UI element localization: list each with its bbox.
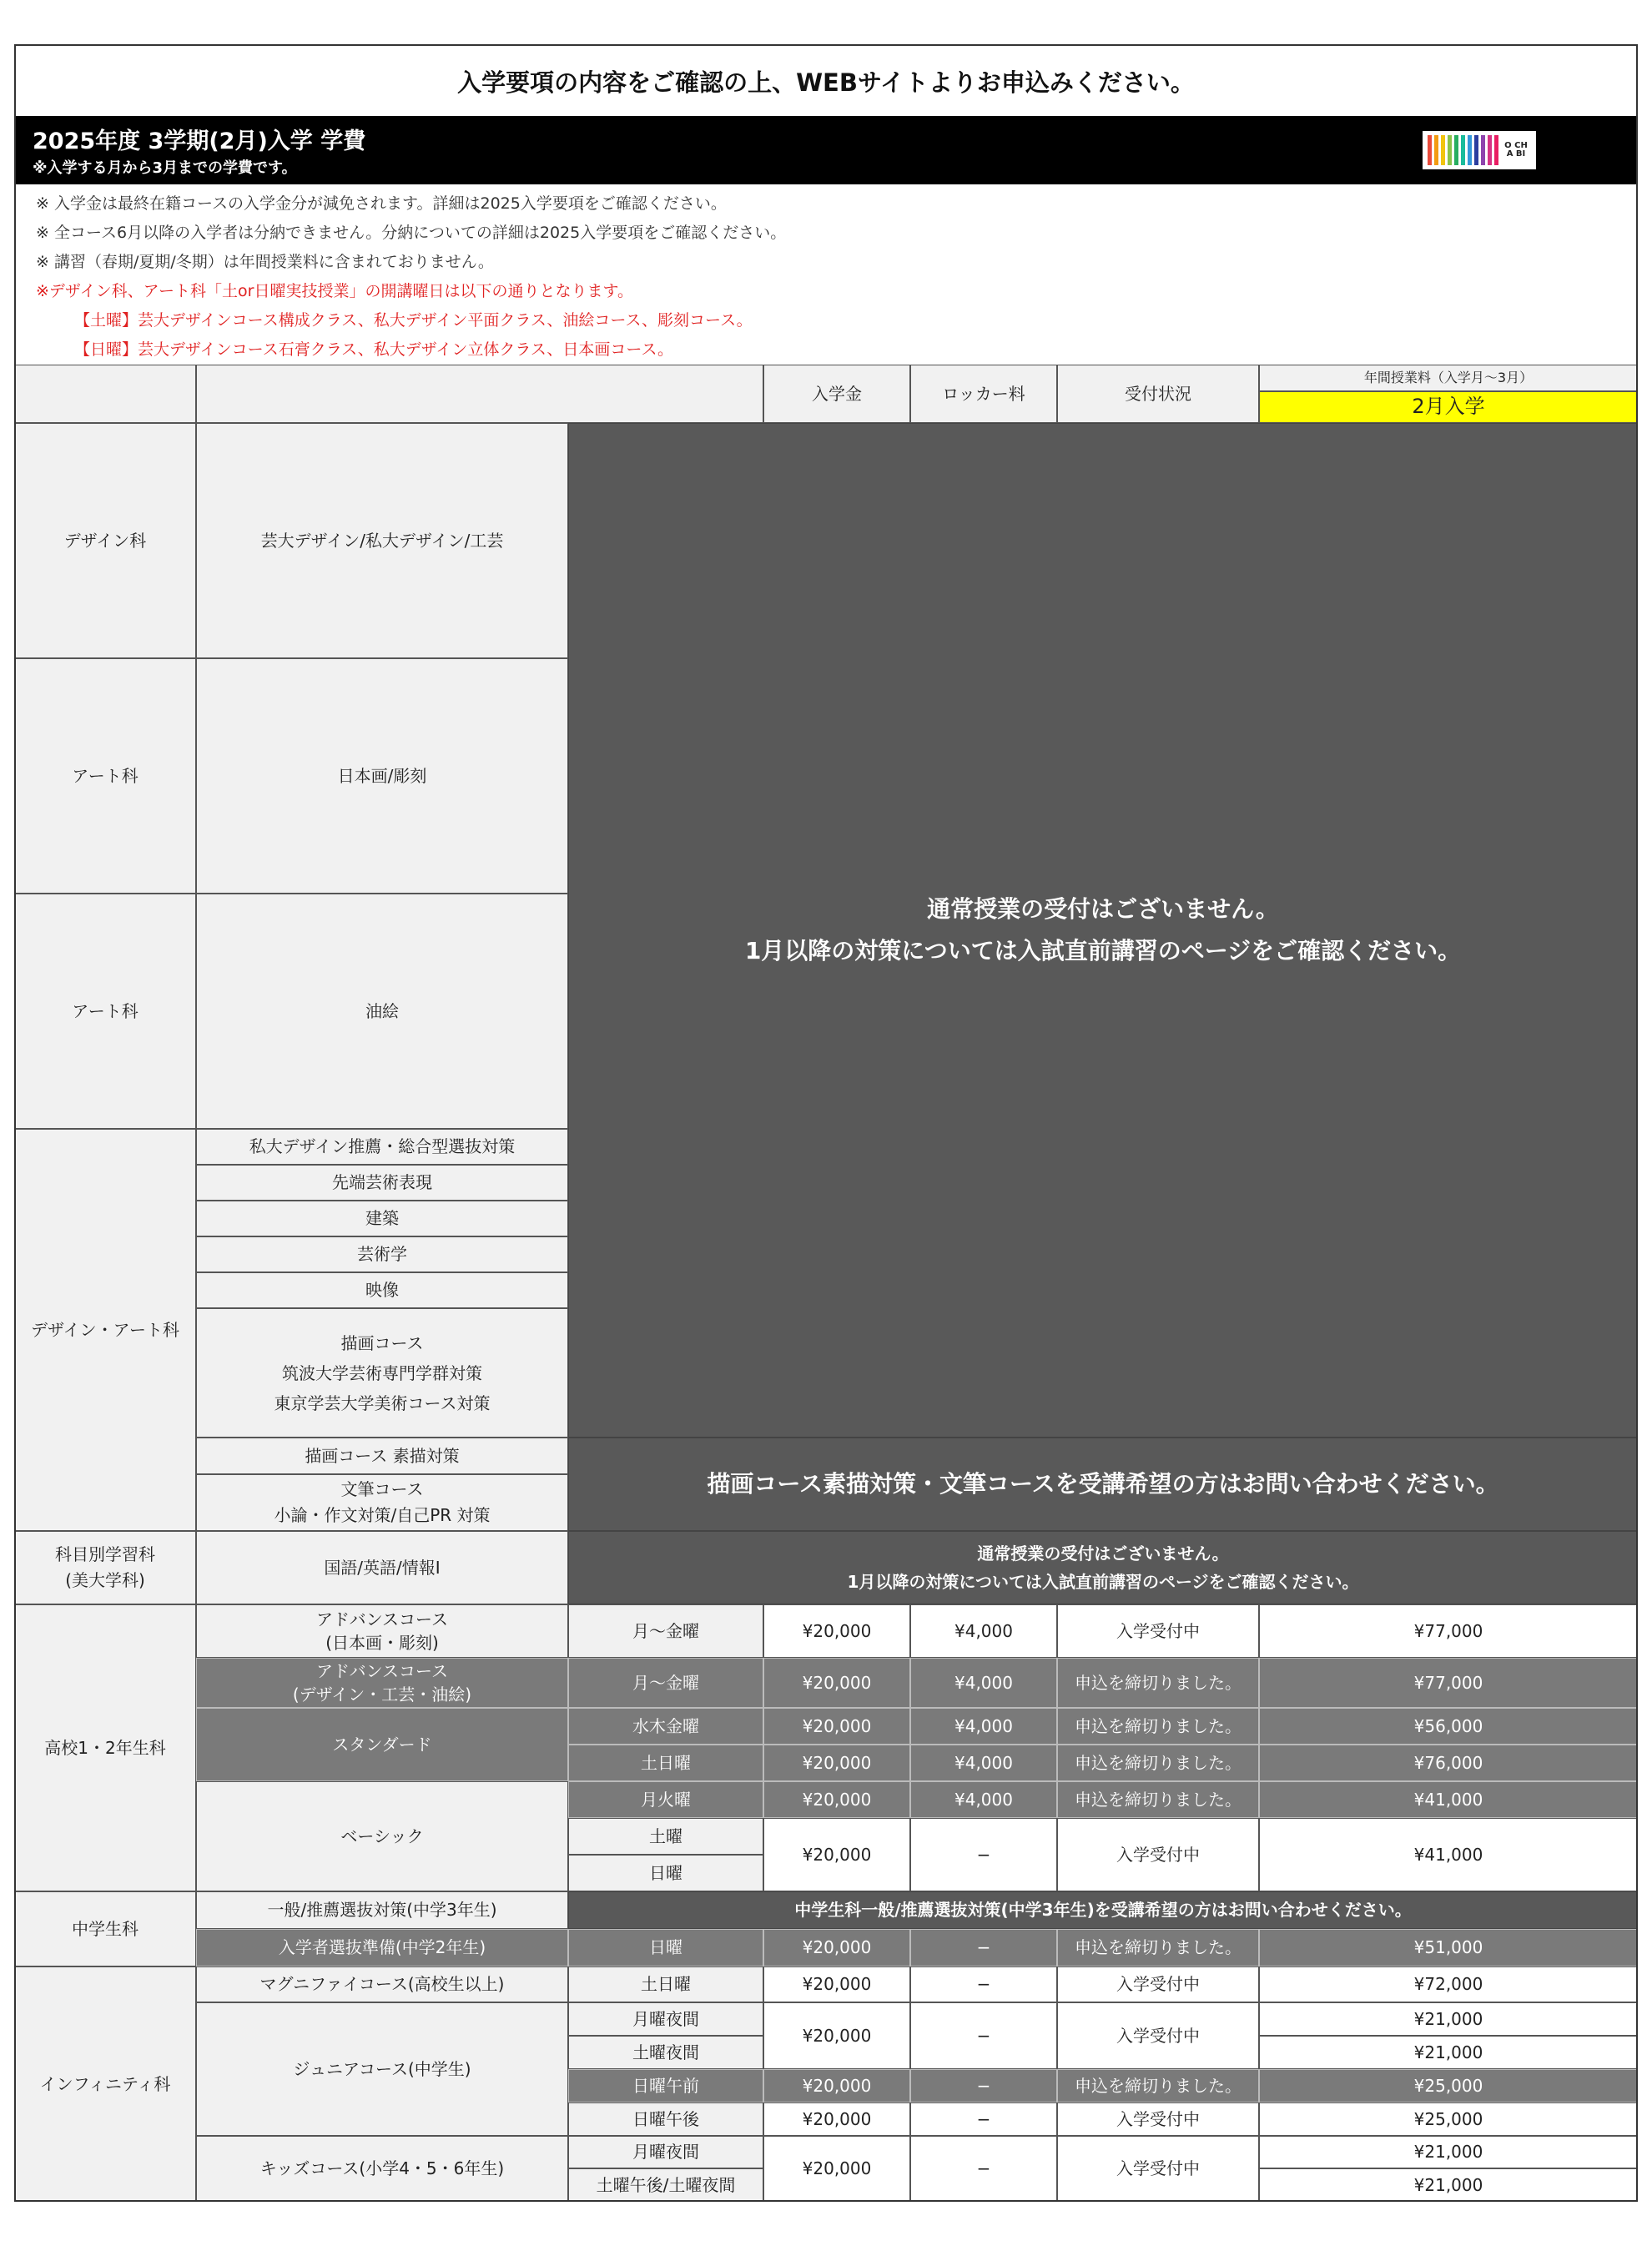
course-jr-prep: 入学者選抜準備(中学2年生)	[196, 1929, 568, 1966]
ochabi-logo	[1423, 131, 1536, 169]
header-annual-fee: 年間授業料（入学月〜3月）	[1259, 365, 1638, 391]
annual-fee-cell: ¥76,000	[1259, 1745, 1638, 1781]
status-cell: 入学受付中	[1057, 2102, 1259, 2136]
dept-junior: 中学生科	[14, 1891, 196, 1966]
term-subtitle: ※入学する月から3月までの学費です。	[33, 159, 297, 177]
annual-fee-cell: ¥77,000	[1259, 1658, 1638, 1708]
course-da5: 映像	[196, 1272, 568, 1308]
dept-art: アート科	[14, 894, 196, 1129]
instruction-banner: 入学要項の内容をご確認の上、WEBサイトよりお申込みください。	[14, 44, 1638, 116]
header-entrance-fee: 入学金	[763, 365, 910, 423]
dept-infinity: インフィニティ科	[14, 1966, 196, 2202]
entrance-fee-cell: ¥20,000	[763, 1966, 910, 2002]
locker-fee-cell: ¥4,000	[910, 1708, 1057, 1745]
status-cell: 入学受付中	[1057, 1966, 1259, 2002]
course-da8: 文筆コース 小論・作文対策/自己PR 対策	[196, 1474, 568, 1531]
course-da6: 描画コース 筑波大学芸術専門学群対策 東京学芸大学美術コース対策	[196, 1308, 568, 1438]
status-cell: 申込を締切りました。	[1057, 1929, 1259, 1966]
course-da7: 描画コース 素描対策	[196, 1438, 568, 1474]
course-design: 芸大デザイン/私大デザイン/工芸	[196, 423, 568, 658]
red-note-item: ※デザイン科、アート科「土or日曜実技授業」の開講曜日は以下の通りとなります。	[36, 282, 633, 300]
entrance-fee-cell: ¥20,000	[763, 1818, 910, 1891]
entrance-fee-cell: ¥20,000	[763, 1745, 910, 1781]
course-hs-std: スタンダード	[196, 1708, 568, 1781]
day-cell: 日曜午前	[568, 2069, 763, 2102]
day-cell: 土曜	[568, 1818, 763, 1855]
locker-fee-cell: ¥4,000	[910, 1604, 1057, 1658]
status-cell: 入学受付中	[1057, 1604, 1259, 1658]
day-cell: 月火曜	[568, 1781, 763, 1818]
status-cell: 入学受付中	[1057, 1818, 1259, 1891]
locker-fee-cell: ¥4,000	[910, 1745, 1057, 1781]
closed-message-panel: 通常授業の受付はございません。 1月以降の対策については入試直前講習のページをご確認ください。	[568, 423, 1638, 1438]
annual-fee-cell: ¥56,000	[1259, 1708, 1638, 1745]
status-cell: 入学受付中	[1057, 2136, 1259, 2202]
locker-fee-cell: −	[910, 2102, 1057, 2136]
course-hs-adv2: アドバンスコース (デザイン・工芸・油絵)	[196, 1658, 568, 1708]
annual-fee-cell: ¥51,000	[1259, 1929, 1638, 1966]
status-cell: 申込を締切りました。	[1057, 1708, 1259, 1745]
term-header	[14, 116, 1638, 184]
red-note-item: 【日曜】芸大デザインコース石膏クラス、私大デザイン立体クラス、日本画コース。	[74, 340, 674, 359]
fee-sheet	[14, 44, 1638, 2202]
logo-bars-icon	[1428, 135, 1498, 165]
annual-fee-cell: ¥21,000	[1259, 2036, 1638, 2069]
term-title: 2025年度 3学期(2月)入学 学費	[33, 128, 366, 154]
course-jr-general: 一般/推薦選抜対策(中学3年生)	[196, 1891, 568, 1929]
header-month: 2月入学	[1259, 391, 1638, 423]
dept-highschool: 高校1・2年生科	[14, 1604, 196, 1891]
annual-fee-cell: ¥21,000	[1259, 2136, 1638, 2168]
annual-fee-cell: ¥41,000	[1259, 1781, 1638, 1818]
day-cell: 月〜金曜	[568, 1658, 763, 1708]
day-cell: 日曜	[568, 1929, 763, 1966]
entrance-fee-cell: ¥20,000	[763, 1658, 910, 1708]
day-cell: 月曜夜間	[568, 2136, 763, 2168]
locker-fee-cell: ¥4,000	[910, 1658, 1057, 1708]
day-cell: 日曜	[568, 1855, 763, 1891]
day-cell: 土曜午後/土曜夜間	[568, 2168, 763, 2202]
dept-subject: 科目別学習科 (美大学科)	[14, 1531, 196, 1604]
header-status: 受付状況	[1057, 365, 1259, 423]
entrance-fee-cell: ¥20,000	[763, 1781, 910, 1818]
course-da1: 私大デザイン推薦・総合型選抜対策	[196, 1129, 568, 1165]
red-note-item: 【土曜】芸大デザインコース構成クラス、私大デザイン平面クラス、油絵コース、彫刻コース。	[74, 311, 753, 330]
entrance-fee-cell: ¥20,000	[763, 1604, 910, 1658]
entrance-fee-cell: ¥20,000	[763, 2136, 910, 2202]
closed-subject-panel: 通常授業の受付はございません。 1月以降の対策については入試直前講習のページをご確認ください。	[568, 1531, 1638, 1604]
day-cell: 水木金曜	[568, 1708, 763, 1745]
course-subject: 国語/英語/情報Ⅰ	[196, 1531, 568, 1604]
dept-design: デザイン科	[14, 423, 196, 658]
locker-fee-cell: −	[910, 1966, 1057, 2002]
dept-art: アート科	[14, 658, 196, 894]
entrance-fee-cell: ¥20,000	[763, 1929, 910, 1966]
locker-fee-cell: −	[910, 2136, 1057, 2202]
course-art-oil: 油絵	[196, 894, 568, 1129]
inquiry-drawing-panel: 描画コース素描対策・文筆コースを受講希望の方はお問い合わせください。	[568, 1438, 1638, 1531]
dept-design-art: デザイン・アート科	[14, 1129, 196, 1531]
note-item: ※ 入学金は最終在籍コースの入学金分が減免されます。詳細は2025入学要項をご確認ください。	[36, 194, 727, 213]
locker-fee-cell: −	[910, 1818, 1057, 1891]
status-cell: 申込を締切りました。	[1057, 2069, 1259, 2102]
header-blank-course	[196, 365, 763, 423]
course-hs-adv1: アドバンスコース (日本画・彫刻)	[196, 1604, 568, 1658]
notes-section	[14, 184, 1638, 365]
course-hs-basic: ベーシック	[196, 1781, 568, 1891]
status-cell: 入学受付中	[1057, 2002, 1259, 2069]
annual-fee-cell: ¥21,000	[1259, 2168, 1638, 2202]
locker-fee-cell: −	[910, 2002, 1057, 2069]
annual-fee-cell: ¥77,000	[1259, 1604, 1638, 1658]
locker-fee-cell: −	[910, 2069, 1057, 2102]
course-inf-mag: マグニファイコース(高校生以上)	[196, 1966, 568, 2002]
entrance-fee-cell: ¥20,000	[763, 2102, 910, 2136]
entrance-fee-cell: ¥20,000	[763, 2069, 910, 2102]
note-item: ※ 講習（春期/夏期/冬期）は年間授業料に含まれておりません。	[36, 253, 494, 271]
header-blank-dept	[14, 365, 196, 423]
course-art-jp: 日本画/彫刻	[196, 658, 568, 894]
day-cell: 月曜夜間	[568, 2002, 763, 2036]
annual-fee-cell: ¥25,000	[1259, 2102, 1638, 2136]
course-inf-kids: キッズコース(小学4・5・6年生)	[196, 2136, 568, 2202]
locker-fee-cell: −	[910, 1929, 1057, 1966]
header-locker-fee: ロッカー料	[910, 365, 1057, 423]
course-da4: 芸術学	[196, 1236, 568, 1272]
entrance-fee-cell: ¥20,000	[763, 2002, 910, 2069]
day-cell: 日曜午後	[568, 2102, 763, 2136]
course-inf-jr: ジュニアコース(中学生)	[196, 2002, 568, 2136]
annual-fee-cell: ¥72,000	[1259, 1966, 1638, 2002]
status-cell: 申込を締切りました。	[1057, 1658, 1259, 1708]
note-item: ※ 全コース6月以降の入学者は分納できません。分納についての詳細は2025入学要項をご確認ください。	[36, 224, 787, 242]
annual-fee-cell: ¥41,000	[1259, 1818, 1638, 1891]
logo-text: O CHA BI	[1504, 141, 1528, 159]
entrance-fee-cell: ¥20,000	[763, 1708, 910, 1745]
day-cell: 月〜金曜	[568, 1604, 763, 1658]
course-da2: 先端芸術表現	[196, 1165, 568, 1201]
locker-fee-cell: ¥4,000	[910, 1781, 1057, 1818]
course-da3: 建築	[196, 1201, 568, 1236]
annual-fee-cell: ¥21,000	[1259, 2002, 1638, 2036]
status-cell: 申込を締切りました。	[1057, 1745, 1259, 1781]
annual-fee-cell: ¥25,000	[1259, 2069, 1638, 2102]
inquiry-junior-panel: 中学生科一般/推薦選抜対策(中学3年生)を受講希望の方はお問い合わせください。	[568, 1891, 1638, 1929]
day-cell: 土日曜	[568, 1966, 763, 2002]
day-cell: 土曜夜間	[568, 2036, 763, 2069]
day-cell: 土日曜	[568, 1745, 763, 1781]
status-cell: 申込を締切りました。	[1057, 1781, 1259, 1818]
